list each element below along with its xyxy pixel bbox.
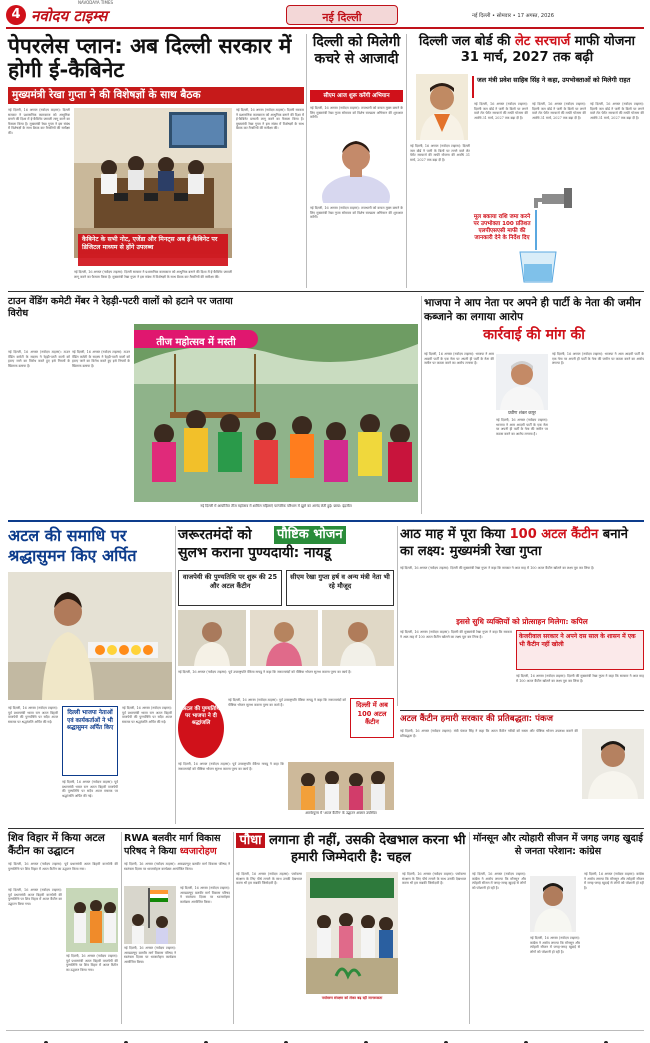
- naidu-photo-2: [250, 610, 318, 666]
- body-col-3: नई दिल्ली, 16 अगस्त (नवोदय टाइम्स): दिल्ली सरकार ने प्रशासनिक कामकाज को आधुनिक बनाने की दिशा में ई-कैबिनेट प्रणाली लागू करने का फैसला किया है। मुख्यमंत्री रेखा गुप्ता ने इस संबंध में विशेषज्ञों के साथ बैठक कर तैयारियों की समीक्षा की।: [74, 270, 232, 279]
- body-col-1: नई दिल्ली, 16 अगस्त (नवोदय टाइम्स): पूर्व प्रधानमंत्री भारत रत्न अटल बिहारी वाजपेयी की पुण्यतिथि पर सदैव अटल स्मारक पर श्रद्धांजलि अर्पित की गई।: [8, 706, 58, 724]
- col-divider: [469, 832, 470, 1024]
- water-graphic: [472, 184, 584, 284]
- pankaj-photo-image: [582, 729, 644, 799]
- leader-photo-image: [496, 354, 548, 410]
- leader-photo: [496, 354, 548, 410]
- congress-photo: [530, 876, 576, 932]
- body-col-1: नई दिल्ली, 16 अगस्त (नवोदय टाइम्स): दिल्ली जल बोर्ड ने पानी के बिलों पर लगने वाले लेट पेमेंट सरचार्ज की माफी योजना की अवधि 31 मार्च, 2027 तक बढ़ा दी है।: [410, 144, 470, 162]
- story-plant: [236, 832, 466, 1022]
- subhead: इससे सुधि व्यक्तियों को प्रोत्साहन मिलेगा: कपिल: [456, 617, 588, 626]
- atal-photo-image: [8, 572, 172, 700]
- body-left: नई दिल्ली, 16 अगस्त (नवोदय टाइम्स): मंत्री पंकज सिंह ने कहा कि अटल कैंटीन गरीबों को सस्ता और पौष्टिक भोजन उपलब्ध कराने की प्रतिबद्धता है।: [400, 729, 578, 738]
- quote: [472, 76, 642, 98]
- section-rule: [8, 828, 644, 829]
- story-paperless: [8, 34, 304, 288]
- headline-post: बनाने का लक्ष्य: मुख्यमंत्री रेखा गुप्ता: [400, 527, 628, 559]
- headline-1: RWA बलवीर मार्ग विकास परिषद ने किया: [124, 833, 221, 857]
- headline-1: भाजपा ने आप नेता पर अपने ही पार्टी के नेता की जमीन कब्जाने का लगाया आरोप: [424, 297, 641, 323]
- body-top: नई दिल्ली, 16 अगस्त (नवोदय टाइम्स): पूर्व उपराष्ट्रपति वेंकैया नायडू ने कहा कि जरूरतमंदों को पौष्टिक भोजन सुलभ कराना पुण्य का कार्य है।: [178, 670, 352, 674]
- headline: [236, 832, 466, 866]
- story-canteen100: [400, 526, 644, 706]
- headline: [400, 526, 644, 560]
- teej-banner: [134, 330, 258, 348]
- box-left: [178, 570, 282, 606]
- headline-accent: लेट सरचार्ज: [514, 34, 571, 49]
- highlight-text: केजरीवाल सरकार ने अपने दस साल के शासन में एक भी कैंटीन नहीं खोली: [519, 633, 636, 648]
- masthead: नवोदय टाइम्स: [31, 7, 108, 25]
- col-divider: [233, 832, 234, 1024]
- teej-photo: [134, 324, 418, 502]
- atal-photo: [8, 572, 172, 700]
- quote-text: जल मंत्री प्रवेश साहिब सिंह ने कहा, उपभोक्ताओं को मिलेगी राहत: [477, 76, 631, 84]
- overlay-caption-text: कैबिनेट के सभी नोट, एजेंडा और मिनट्स अब ई-कैबिनेट पर डिजिटल माध्यम से होंगे उपलब्ध: [82, 236, 218, 251]
- headline: अटल कैंटीन हमारी सरकार की प्रतिबद्धता: पंकज: [400, 714, 553, 724]
- graphic-text: मूल बकाया राशि जमा करने पर उपभोक्ता 100 प्रतिशत एलपीएसएसी माफी की जानकारी देने के निर्देश दिए: [473, 214, 531, 241]
- naidu-photo-3-image: [322, 610, 394, 666]
- section-name: नई दिल्ली: [322, 11, 362, 24]
- footer-rule: [6, 1030, 644, 1036]
- body-right: नई दिल्ली, 16 अगस्त (नवोदय टाइम्स): पूर्व प्रधानमंत्री अटल बिहारी वाजपेयी की पुण्यतिथि पर शिव विहार में अटल कैंटीन का उद्घाटन किया गया।: [66, 954, 118, 972]
- body-right: नई दिल्ली, 16 अगस्त (नवोदय टाइम्स): पर्यावरण संरक्षण के लिए पौधे लगाने के साथ उनकी देखभाल करना भी हम सबकी जिम्मेदारी है।: [402, 872, 466, 886]
- cm-photo: [310, 127, 403, 203]
- callout-atal: [178, 698, 224, 758]
- canteen-photo-image: [288, 762, 394, 810]
- callout-atal-text: अटल की पुण्यतिथि पर भाजपा ने दी श्रद्धांजलि: [182, 706, 220, 726]
- dateline: नई दिल्ली • सोमवार • 17 अगस्त, 2026: [472, 13, 554, 19]
- story-teej: [134, 324, 418, 514]
- naidu-photo-3: [322, 610, 394, 666]
- section-rule: [8, 520, 644, 522]
- body-col-1: नई दिल्ली, 16 अगस्त (नवोदय टाइम्स): दिल्ली सरकार ने प्रशासनिक कामकाज को आधुनिक बनाने की दिशा में ई-कैबिनेट प्रणाली लागू करने का फैसला किया है। मुख्यमंत्री रेखा गुप्ता ने इस संबंध में विशेषज्ञों के साथ बैठक कर तैयारियों की समीक्षा की।: [8, 108, 70, 135]
- col-divider: [421, 296, 422, 514]
- box-right-text: सीएम रेखा गुप्ता हर्ष व अन्य मंत्री नेता भी रहे मौजूद: [290, 573, 390, 590]
- plant-photo: [306, 872, 398, 994]
- body-col-3: नई दिल्ली, 16 अगस्त (नवोदय टाइम्स): पूर्व प्रधानमंत्री भारत रत्न अटल बिहारी वाजपेयी की पुण्यतिथि पर सदैव अटल स्मारक पर श्रद्धांजलि अर्पित की गई।: [122, 706, 172, 724]
- body-right: नई दिल्ली, 16 अगस्त (नवोदय टाइम्स): आरडब्ल्यूए बलवीर मार्ग विकास परिषद ने स्वतंत्रता दिवस पर ध्वजारोहण कार्यक्रम आयोजित किया।: [180, 886, 230, 904]
- teej-banner-text: तीज महोत्सव में मस्ती: [156, 337, 236, 348]
- rwa-photo: [124, 886, 176, 944]
- pankaj-photo: [582, 729, 644, 799]
- headline-accent: पौधा: [236, 833, 264, 848]
- minister-photo: [416, 74, 468, 140]
- body-top: नई दिल्ली, 16 अगस्त (नवोदय टाइम्स): दिल्ली की मुख्यमंत्री रेखा गुप्ता ने कहा कि सरकार ने आठ माह में 100 अटल कैंटीन खोलने का लक्ष्य पूरा कर लिया है।: [400, 566, 595, 570]
- canteen-caption: आरकेपुरम में 'अटल कैंटीन' के उद्घाटन अवसर उपस्थित: [305, 811, 377, 815]
- quote-text: दिल्ली भाजपा नेताओं एवं कार्यकर्ताओं ने भी श्रद्धासुमन अर्पित किए: [66, 710, 114, 732]
- box-left-text: वाजपेयी की पुण्यतिथि पर शुरू की 25 और अटल कैंटीन: [182, 573, 278, 590]
- page-number: 4: [6, 5, 26, 25]
- plant-photo-image: [306, 872, 398, 994]
- body-col-2: नई दिल्ली, 16 अगस्त (नवोदय टाइम्स): दिल्ली जल बोर्ड ने पानी के बिलों पर लगने वाले लेट पेमेंट सरचार्ज की माफी योजना की अवधि 31 मार्च, 2027 तक बढ़ा दी है।: [474, 102, 528, 120]
- col-divider: [306, 34, 307, 288]
- leader-label: प्रवीण शंकर कपूर: [508, 411, 536, 416]
- teej-photo-image: [134, 324, 418, 502]
- headline-post: सुलभ कराना पुण्यदायी: नायडू: [178, 545, 332, 561]
- section-rule: [400, 710, 644, 711]
- body-left: नई दिल्ली, 16 अगस्त (नवोदय टाइम्स): दिल्ली की मुख्यमंत्री रेखा गुप्ता ने कहा कि सरकार ने आठ माह में 100 अटल कैंटीन खोलने का लक्ष्य पूरा कर लिया है।: [400, 630, 512, 639]
- callout-count: [350, 698, 394, 738]
- page-header: [0, 0, 650, 28]
- headline: टाउन वेंडिंग कमेटी मेंबर ने रेहड़ी-पटरी वालों को हटाने पर जताया विरोध: [8, 296, 233, 319]
- body-col-2: नई दिल्ली, 16 अगस्त (नवोदय टाइम्स): दिल्ली सरकार ने प्रशासनिक कामकाज को आधुनिक बनाने की दिशा में ई-कैबिनेट प्रणाली लागू करने का फैसला किया है। मुख्यमंत्री रेखा गुप्ता ने इस संबंध में विशेषज्ञों के साथ बैठक कर तैयारियों की समीक्षा की।: [236, 108, 304, 131]
- highlight-box: [516, 630, 644, 670]
- story-congress: [472, 832, 644, 1022]
- tag: सीएम आज शुरू करेंगी अभियान: [310, 90, 403, 102]
- section-tab: [286, 5, 398, 25]
- headline: [410, 34, 644, 66]
- body-mid: नई दिल्ली, 16 अगस्त (नवोदय टाइम्स): पूर्व उपराष्ट्रपति वेंकैया नायडू ने कहा कि जरूरतमंदों को पौष्टिक भोजन सुलभ कराना पुण्य का कार्य है।: [228, 698, 346, 707]
- photo-overlay-caption: [78, 234, 228, 266]
- col-divider: [406, 34, 407, 288]
- box-right: [286, 570, 394, 606]
- plant-caption: पर्यावरण संरक्षण को लेकर बढ़ रही जागरूकता: [321, 996, 383, 1000]
- body-left: नई दिल्ली, 16 अगस्त (नवोदय टाइम्स): पर्यावरण संरक्षण के लिए पौधे लगाने के साथ उनकी देखभाल करना भी हम सबकी जिम्मेदारी है।: [236, 872, 302, 886]
- headline-accent: 100 अटल कैंटीन: [509, 527, 599, 542]
- headline-pre: जरूरतमंदों को: [178, 527, 252, 543]
- headline: [178, 526, 394, 562]
- body-col-3: नई दिल्ली, 16 अगस्त (नवोदय टाइम्स): भाजपा ने आम आदमी पार्टी के एक नेता पर अपनी ही पार्टी के नेता की जमीन पर कब्जा करने का आरोप लगाया है।: [552, 352, 644, 366]
- body-right: नई दिल्ली, 16 अगस्त (नवोदय टाइम्स): दिल्ली की मुख्यमंत्री रेखा गुप्ता ने कहा कि सरकार ने आठ माह में 100 अटल कैंटीन खोलने का लक्ष्य पूरा कर लिया है।: [516, 674, 644, 683]
- body-bottom: नई दिल्ली, 16 अगस्त (नवोदय टाइम्स): राजधानी को कचरा मुक्त बनाने के लिए मुख्यमंत्री रेखा गुप्ता सोमवार को विशेष स्वच्छता अभियान की शुरुआत करेंगी।: [310, 206, 403, 220]
- body-top: नई दिल्ली, 16 अगस्त (नवोदय टाइम्स): राजधानी को कचरा मुक्त बनाने के लिए मुख्यमंत्री रेखा गुप्ता सोमवार को विशेष स्वच्छता अभियान की शुरुआत करेंगी।: [310, 106, 403, 120]
- naidu-photo-1-image: [178, 610, 246, 666]
- naidu-photo-1: [178, 610, 246, 666]
- shivvihar-photo-image: [66, 888, 118, 952]
- body-col-1: नई दिल्ली, 16 अगस्त (नवोदय टाइम्स): भाजपा ने आम आदमी पार्टी के एक नेता पर अपनी ही पार्टी के नेता की जमीन पर कब्जा करने का आरोप लगाया है।: [424, 352, 494, 366]
- headline: [124, 832, 230, 858]
- story-garbage: [310, 34, 403, 288]
- col-divider: [121, 832, 122, 1024]
- story-shivvihar: [8, 832, 118, 1022]
- story-pankaj: [400, 713, 644, 825]
- section-rule: [8, 291, 644, 292]
- col-divider: [175, 526, 176, 824]
- headline: दिल्ली को मिलेगी कचरे से आजादी: [312, 34, 401, 67]
- body-mid: नई दिल्ली, 16 अगस्त (नवोदय टाइम्स): कांग्रेस ने आरोप लगाया कि मॉनसून और त्योहारी सीजन में जगह-जगह खुदाई से लोगों को परेशानी हो रही है।: [530, 936, 580, 954]
- body-col-4: नई दिल्ली, 16 अगस्त (नवोदय टाइम्स): दिल्ली जल बोर्ड ने पानी के बिलों पर लगने वाले लेट पेमेंट सरचार्ज की माफी योजना की अवधि 31 मार्च, 2027 तक बढ़ा दी है।: [590, 102, 644, 120]
- body-top: नई दिल्ली, 16 अगस्त (नवोदय टाइम्स): आरडब्ल्यूए बलवीर मार्ग विकास परिषद ने स्वतंत्रता दिवस पर ध्वजारोहण कार्यक्रम आयोजित किया।: [124, 862, 230, 871]
- header-rule: [6, 27, 644, 29]
- headline-pre: आठ माह में पूरा किया: [400, 527, 506, 542]
- body-left: नई दिल्ली, 16 अगस्त (नवोदय टाइम्स): आरडब्ल्यूए बलवीर मार्ग विकास परिषद ने स्वतंत्रता दिवस पर ध्वजारोहण कार्यक्रम आयोजित किया।: [124, 946, 176, 964]
- cm-photo-image: [310, 127, 403, 203]
- atal-quote-box: [62, 706, 118, 776]
- body-top: नई दिल्ली, 16 अगस्त (नवोदय टाइम्स): पूर्व प्रधानमंत्री अटल बिहारी वाजपेयी की पुण्यतिथि पर शिव विहार में अटल कैंटीन का उद्घाटन किया गया।: [8, 862, 118, 871]
- body-col-1: नई दिल्ली, 16 अगस्त (नवोदय टाइम्स): टाउन वेंडिंग कमेटी के सदस्य ने रेहड़ी-पटरी वालों को हटाए जाने का विरोध करते हुए इसे नियमों के खिलाफ बताया है।: [8, 350, 70, 368]
- body-col-2: नई दिल्ली, 16 अगस्त (नवोदय टाइम्स): टाउन वेंडिंग कमेटी के सदस्य ने रेहड़ी-पटरी वालों को हटाए जाने का विरोध करते हुए इसे नियमों के खिलाफ बताया है।: [72, 350, 130, 368]
- col-divider: [397, 526, 398, 706]
- headline: पेपरलेस प्लान: अब दिल्ली सरकार में होगी ई-कैबिनेट: [8, 34, 292, 82]
- story-bjp: [424, 296, 644, 514]
- headline: मॉनसून और त्योहारी सीजन में जगह जगह खुदाई से जनता परेशान: कांग्रेस: [473, 833, 643, 857]
- headline-pre: दिल्ली जल बोर्ड की: [419, 34, 511, 49]
- minister-photo-image: [416, 74, 468, 140]
- body-col-2: नई दिल्ली, 16 अगस्त (नवोदय टाइम्स): भाजपा ने आम आदमी पार्टी के एक नेता पर अपनी ही पार्टी के नेता की जमीन पर कब्जा करने का आरोप लगाया है।: [496, 418, 548, 436]
- headline-1: लगाना ही नहीं, उसकी देखभाल करना भी हमारी जिम्मेदारी है: चहल: [269, 833, 466, 865]
- teej-caption: नई दिल्ली में आयोजित तीज महोत्सव में शामिल महिलाएं पारंपरिक परिधान में झूले का आनंद लेती हुई। छाया: इंद्रजीत: [200, 504, 352, 508]
- headline-accent: ध्वजारोहण: [179, 846, 217, 857]
- masthead-sub: NAVODAYA TIMES: [78, 0, 114, 5]
- congress-photo-image: [530, 876, 576, 932]
- naidu-photo-2-image: [250, 610, 318, 666]
- body-right: नई दिल्ली, 16 अगस्त (नवोदय टाइम्स): कांग्रेस ने आरोप लगाया कि मॉनसून और त्योहारी सीजन में जगह-जगह खुदाई से लोगों को परेशानी हो रही है।: [584, 872, 644, 890]
- shivvihar-photo: [66, 888, 118, 952]
- body-left: नई दिल्ली, 16 अगस्त (नवोदय टाइम्स): कांग्रेस ने आरोप लगाया कि मॉनसून और त्योहारी सीजन में जगह-जगह खुदाई से लोगों को परेशानी हो रही है।: [472, 872, 526, 890]
- headline: शिव विहार में किया अटल कैंटीन का उद्घाटन: [8, 832, 105, 857]
- headline-accent: पौष्टिक भोजन: [274, 526, 346, 544]
- body-col-3: नई दिल्ली, 16 अगस्त (नवोदय टाइम्स): दिल्ली जल बोर्ड ने पानी के बिलों पर लगने वाले लेट पेमेंट सरचार्ज की माफी योजना की अवधि 31 मार्च, 2027 तक बढ़ा दी है।: [532, 102, 586, 120]
- headline-2: कार्रवाई की मांग की: [483, 327, 585, 343]
- body-bottom-left: नई दिल्ली, 16 अगस्त (नवोदय टाइम्स): पूर्व उपराष्ट्रपति वेंकैया नायडू ने कहा कि जरूरतमंदों को पौष्टिक भोजन सुलभ कराना पुण्य का कार्य है।: [178, 762, 284, 771]
- story-naidu: [178, 526, 394, 824]
- headline-post: माफी योजना 31 मार्च, 2027 तक बढ़ी: [460, 34, 635, 65]
- body-col-2: नई दिल्ली, 16 अगस्त (नवोदय टाइम्स): पूर्व प्रधानमंत्री भारत रत्न अटल बिहारी वाजपेयी की पुण्यतिथि पर सदैव अटल स्मारक पर श्रद्धांजलि अर्पित की गई।: [62, 780, 118, 798]
- callout-count-text: दिल्ली में अब 100 अटल कैंटीन: [356, 701, 388, 727]
- story-atal: [8, 526, 172, 824]
- story-rwa: [124, 832, 230, 1022]
- subhead: मुख्यमंत्री रेखा गुप्ता ने की विशेषज्ञों के साथ बैठक: [8, 87, 304, 104]
- headline: अटल की समाधि पर श्रद्धासुमन किए अर्पित: [8, 526, 137, 565]
- story-jalboard: [410, 34, 644, 288]
- rwa-photo-image: [124, 886, 176, 944]
- canteen-photo: [288, 762, 394, 810]
- body-left: नई दिल्ली, 16 अगस्त (नवोदय टाइम्स): पूर्व प्रधानमंत्री अटल बिहारी वाजपेयी की पुण्यतिथि पर शिव विहार में अटल कैंटीन का उद्घाटन किया गया।: [8, 888, 62, 906]
